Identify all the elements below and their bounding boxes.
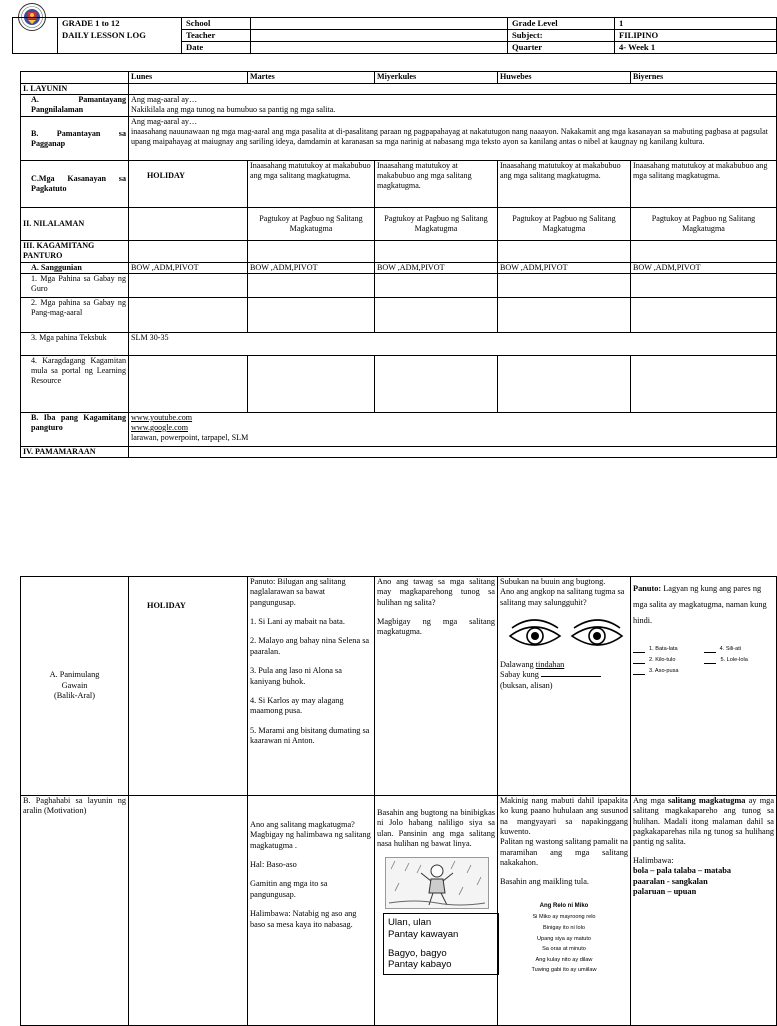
- procB-biyernes: Ang mga salitang magkatugma ay mga salitang magkakapareho ang tunog sa hulihan. Madali itong malaman dahil sa pagkakaparehas nila ng tunog sa hulihang pantig ng salita. Halimbawa: bola – pala talaba – mataba paaralan - sangkalan palaruan – upuan: [631, 796, 777, 1026]
- date-label: Date: [182, 42, 251, 54]
- nilalaman-martes: Pagtukoy at Pagbuo ng Salitang Magkatugma: [248, 208, 375, 241]
- date-value[interactable]: [251, 42, 508, 54]
- holiday-procA: HOLIDAY: [129, 577, 248, 796]
- iba-pang-kagamitan-value: www.youtube.com www.google.com larawan, powerpoint, tarpapel, SLM: [129, 413, 777, 447]
- nilalaman-miyerkules: Pagtukoy at Pagbuo ng Salitang Magkatugma: [375, 208, 498, 241]
- procB-miyerkules: Basahin ang bugtong na binibigkas ni Jolo habang naliligo siya sa ulan. Pansinin ang mga salitang nasa hulihan ng bawat linya. Ulan, ulan Pantay kawayan Bagyo, bagyo Pantay kabayo: [375, 796, 498, 1026]
- procB-martes: Ano ang salitang magkatugma? Magbigay ng halimbawa ng salitang magkatugma . Hal: Baso-aso Gamitin ang mga ito sa pangungusap. Halimbawa: Natabig ng aso ang baso sa mesa kaya ito nabasag.: [248, 796, 375, 1026]
- school-value[interactable]: [251, 18, 508, 30]
- header-title-1: GRADE 1 to 12: [58, 18, 182, 30]
- section-layunin: I. LAYUNIN: [21, 84, 129, 95]
- section-pamamaraan: IV. PAMAMARAAN: [21, 447, 129, 458]
- section-kagamitang-panturo: III. KAGAMITANG PANTURO: [21, 241, 129, 263]
- youtube-link[interactable]: www.youtube.com: [131, 413, 193, 422]
- kasanayan-martes: Inaasahang matutukoy at makabubuo ang mga salitang magkatugma.: [248, 161, 375, 208]
- kasanayan-miyerkules: Inaasahang matutukoy at makabubuo ang mga salitang magkatugma.: [375, 161, 498, 208]
- boy-in-rain-icon: [385, 857, 489, 909]
- day-martes: Martes: [248, 72, 375, 84]
- day-miyerkules: Miyerkules: [375, 72, 498, 84]
- grade-value: 1: [615, 18, 777, 30]
- eyes-icon: [504, 614, 628, 658]
- sanggunian-label: A. Sanggunian: [21, 263, 129, 274]
- procA-biyernes: Panuto: Lagyan ng kung ang pares ng mga salita ay magkatugma, naman kung hindi. 1. Bata-lata 4. Sili-ati 2. Kilo-tulo 5. Lole-lola 3. Aso-pusa: [631, 577, 777, 796]
- sanggunian-biyernes: BOW ,ADM,PIVOT: [631, 263, 777, 274]
- quarter-value: 4- Week 1: [615, 42, 777, 54]
- answer-blank[interactable]: [541, 676, 601, 677]
- gabay-mag-aaral-label: 2. Mga pahina sa Gabay ng Pang-mag-aaral: [21, 298, 129, 333]
- teksbuk-label: 3. Mga pahina Teksbuk: [21, 333, 129, 356]
- procA-miyerkules: Ano ang tawag sa mga salitang may magkaparehong tunog sa hulihan ng salita? Magbigay ng mga salitang magkatugma.: [375, 577, 498, 796]
- kasanayan-label: C.Mga Kasanayan sa Pagkatuto: [21, 161, 129, 208]
- iba-pang-kagamitan-label: B. Iba pang Kagamitang pangturo: [21, 413, 129, 447]
- section-nilalaman: II. NILALAMAN: [21, 208, 129, 241]
- school-label: School: [182, 18, 251, 30]
- pamantayang-pangnilalaman-text: Ang mag-aaral ay… Nakikilala ang mga tunog na bumubuo sa pantig ng mga salita.: [129, 95, 777, 117]
- teacher-label: Teacher: [182, 30, 251, 42]
- poem: Ang Relo ni Miko Si Miko ay mayroong relo Binigay ito ni lolo Upang siya ay matuto Sa oras at minuto Ang kulay nito ay dilaw Tuwing gabi ito ay umiilaw: [531, 902, 597, 974]
- day-huwebes: Huwebes: [498, 72, 631, 84]
- sanggunian-martes: BOW ,ADM,PIVOT: [248, 263, 375, 274]
- lesson-plan-table: [20, 71, 777, 458]
- google-link[interactable]: www.google.com: [131, 422, 189, 432]
- sanggunian-lunes: BOW ,ADM,PIVOT: [129, 263, 248, 274]
- procB-huwebes: Makinig nang mabuti dahil ipapakita ko kung paano huhulaan ang susunod na mangyayari sa napakinggang kuwento. Palitan ng wastong salitang pamalit na maramihan ang mga salitang nakakahon. Basahin ang maikling tula. Ang Relo ni Miko Si Miko ay mayroong relo Binigay ito ni lolo Upang siya ay matuto Sa oras at minuto Ang kulay nito ay dilaw Tuwing gabi ito ay umiilaw: [498, 796, 631, 1026]
- day-lunes: Lunes: [129, 72, 248, 84]
- teacher-value[interactable]: [251, 30, 508, 42]
- pamantayan-pagganap-text: Ang mag-aaral ay… inaasahang nauunawaan ng mga mag-aaral ang mga pasalita at di-pasalitang paraan ng pagpapahayag at nakatutugon nang naaayon. Nakakamit ang mga kasanayan sa mabuting pagbasa at pagsulat upang maipahayag at maiugnay ang sariling ideya, damdamin at karanasan sa mga narinig at nabasang mga teksto ayon sa kanilang antas o nibel at kaugnay ng kanilang kultura.: [129, 117, 777, 161]
- pamamaraan-table: [20, 576, 777, 1026]
- kasanayan-biyernes: Inaasahang matutukoy at makabubuo ang mga salitang magkatugma.: [631, 161, 777, 208]
- kasanayan-huwebes: Inaasahang matutukoy at makabubuo ang mga salitang magkatugma.: [498, 161, 631, 208]
- subject-value: FILIPINO: [615, 30, 777, 42]
- holiday-lunes: HOLIDAY: [129, 161, 248, 208]
- paghahabi-label: B. Paghahabi sa layunin ng aralin (Motivation): [21, 796, 129, 1026]
- sanggunian-huwebes: BOW ,ADM,PIVOT: [498, 263, 631, 274]
- header-table: [12, 17, 777, 54]
- nilalaman-biyernes: Pagtukoy at Pagbuo ng Salitang Magkatugma: [631, 208, 777, 241]
- subject-label: Subject:: [508, 30, 615, 42]
- procA-huwebes: Subukan na buuin ang bugtong. Ano ang angkop na salitang tugma sa salitang may salungguhit? Dalawang tindahan Sabay kung (buksan, alisan): [498, 577, 631, 796]
- teksbuk-value: SLM 30-35: [129, 333, 777, 356]
- pamantayang-pangnilalaman-label: A. Pamantayang Pangnilalaman: [21, 95, 129, 117]
- seal-cell: [13, 18, 58, 54]
- panimulang-gawain-label: A. Panimulang Gawain (Balik-Aral): [21, 577, 129, 796]
- gabay-guro-label: 1. Mga Pahina sa Gabay ng Guro: [21, 274, 129, 298]
- day-biyernes: Biyernes: [631, 72, 777, 84]
- procA-martes: Panuto: Bilugan ang salitang naglalarawan sa bawat pangungusap. 1. Si Lani ay mabait na bata. 2. Malayo ang bahay nina Selena sa paaralan. 3. Pula ang laso ni Alona sa kaniyang buhok. 4. Si Karlos ay may alagang maamong pusa. 5. Marami ang bisitang dumating sa kaarawan ni Anton.: [248, 577, 375, 796]
- sanggunian-miyerkules: BOW ,ADM,PIVOT: [375, 263, 498, 274]
- pamantayan-pagganap-label: B. Pamantayan sa Pagganap: [21, 117, 129, 161]
- header-title-2: DAILY LESSON LOG: [58, 30, 182, 42]
- karagdagang-kagamitan-label: 4. Karagdagang Kagamitan mula sa portal ng Learning Resource: [21, 356, 129, 413]
- bugtong-box: Ulan, ulan Pantay kawayan Bagyo, bagyo Pantay kabayo: [383, 913, 499, 974]
- nilalaman-huwebes: Pagtukoy at Pagbuo ng Salitang Magkatugma: [498, 208, 631, 241]
- quarter-label: Quarter: [508, 42, 615, 54]
- grade-label: Grade Level: [508, 18, 615, 30]
